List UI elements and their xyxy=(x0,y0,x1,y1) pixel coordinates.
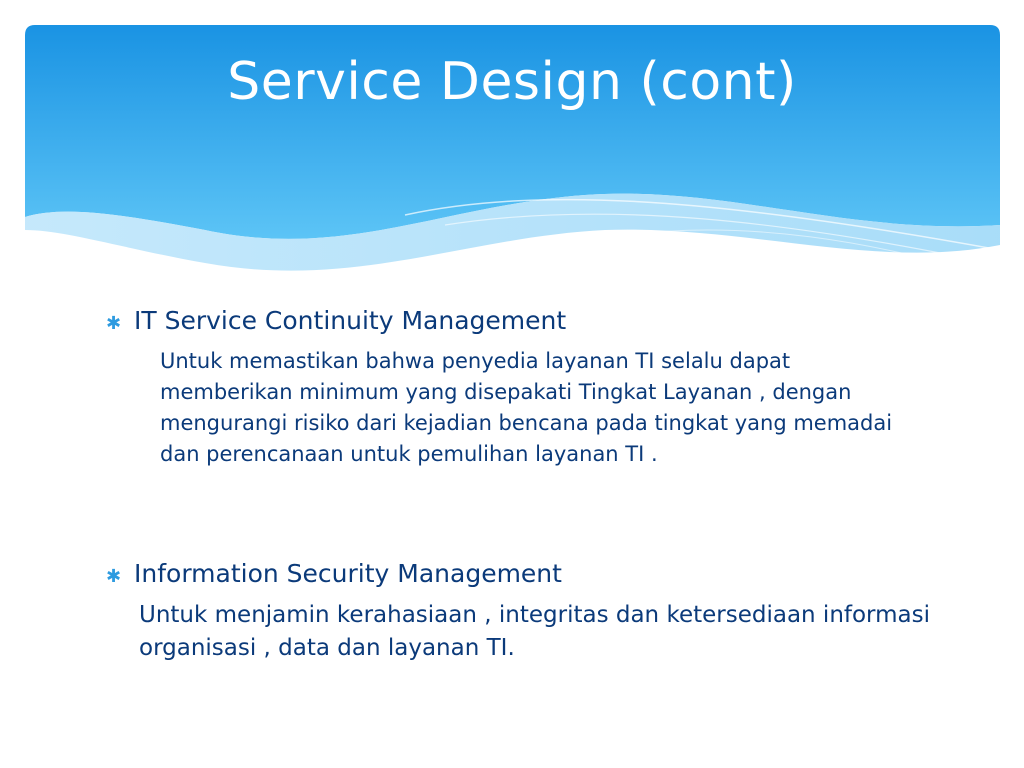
slide-title: Service Design (cont) xyxy=(227,52,797,112)
asterisk-icon: ✱ xyxy=(106,313,122,334)
bullet-item-information-security xyxy=(106,559,562,588)
bullet-item-it-service-continuity xyxy=(106,306,566,335)
bullet-description: Untuk memastikan bahwa penyedia layanan TI selalu dapat memberikan minimum yang disepakati Tingkat Layanan , dengan mengurangi risiko dari kejadian bencana pada tingkat yang memadai dan perencanaan untuk pemulihan layanan TI . xyxy=(160,349,893,466)
bullet-heading: IT Service Continuity Management xyxy=(134,306,567,335)
asterisk-icon: ✱ xyxy=(106,566,122,587)
bullet-heading: Information Security Management xyxy=(134,559,562,588)
bullet-description: Untuk menjamin kerahasiaan , integritas dan ketersediaan informasi organisasi , data dan layanan TI. xyxy=(139,602,930,661)
